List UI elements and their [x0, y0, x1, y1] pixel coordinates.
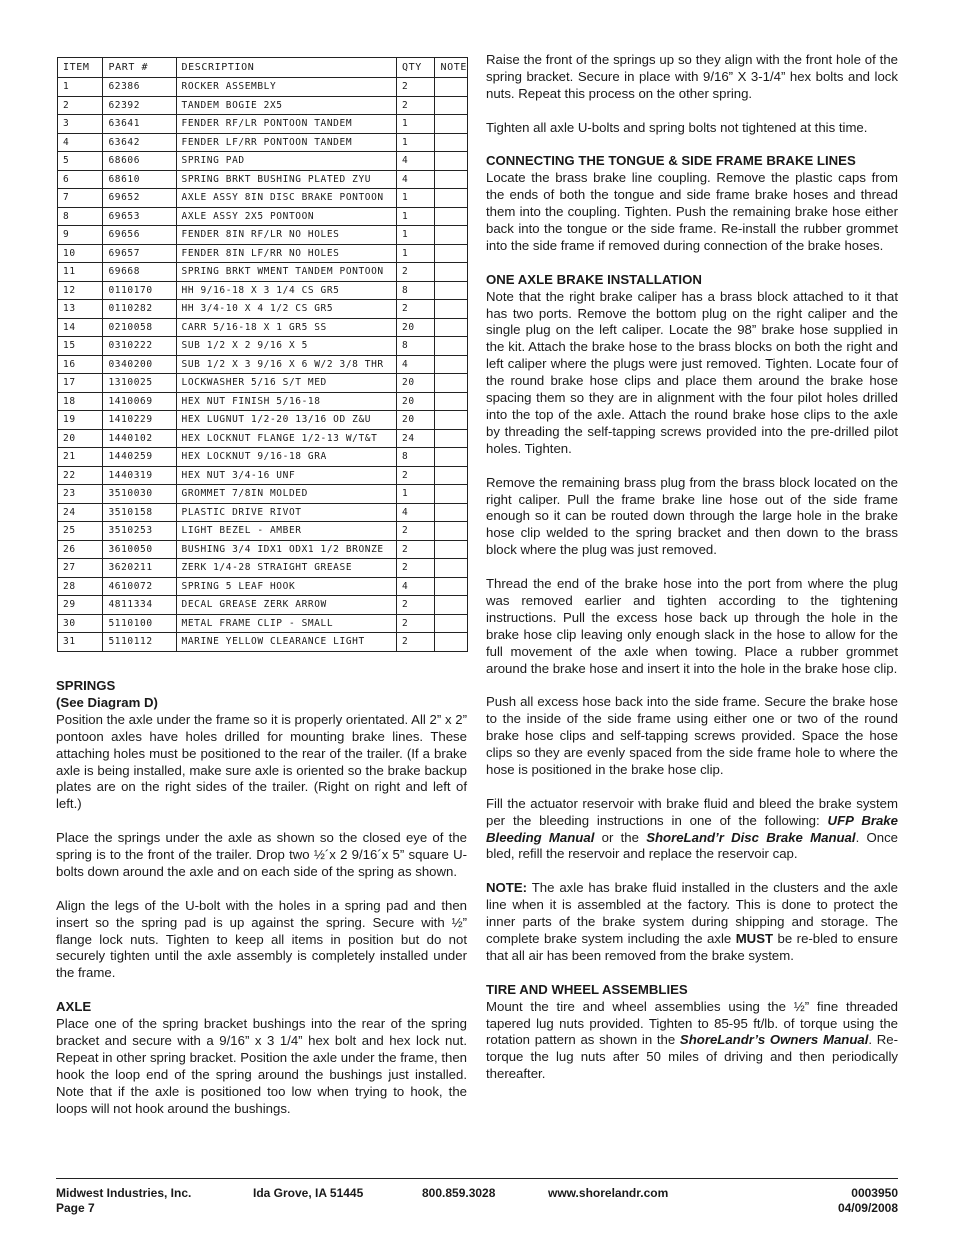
qty-cell: 20 [397, 392, 435, 411]
springs-subheading: (See Diagram D) [56, 694, 158, 710]
qty-cell: 1 [397, 133, 435, 152]
description-cell: ZERK 1/4-28 STRAIGHT GREASE [176, 559, 396, 578]
table-row [58, 244, 468, 263]
qty-cell: 2 [397, 263, 435, 282]
table-row [58, 207, 468, 226]
qty-cell: 2 [397, 300, 435, 319]
tongue-brake-lines-heading: CONNECTING THE TONGUE & SIDE FRAME BRAKE LINES [486, 153, 856, 169]
part-number-cell: 3620211 [103, 559, 176, 578]
table-row [58, 115, 468, 134]
description-cell: SPRING BRKT BUSHING PLATED ZYU [176, 170, 396, 189]
tire-text-1: Mount the tire and wheel assemblies using the ½” fine threaded tapered lug nuts provided. Tighten to 85-95 ft/lb. of torque using the rotation pattern as shown in the [486, 998, 898, 1048]
tire-wheel-paragraph [486, 999, 898, 1084]
item-cell: 1 [58, 78, 103, 97]
table-row [58, 78, 468, 97]
item-cell: 14 [58, 318, 103, 337]
qty-cell: 4 [397, 577, 435, 596]
description-cell: BUSHING 3/4 IDX1 ODX1 1/2 BRONZE [176, 540, 396, 559]
disc-brake-manual-reference: ShoreLand’r Disc Brake Manual [646, 829, 856, 845]
note-cell [435, 559, 468, 578]
qty-cell: 4 [397, 152, 435, 171]
note-cell [435, 207, 468, 226]
table-row [58, 633, 468, 652]
part-number-cell: 0340200 [103, 355, 176, 374]
qty-cell: 1 [397, 189, 435, 208]
part-number-cell: 1410229 [103, 411, 176, 430]
qty-cell: 1 [397, 207, 435, 226]
note-cell [435, 152, 468, 171]
springs-paragraph-2: Place the springs under the axle as shown so the closed eye of the spring is to the front of the trailer. Drop two ½´x 2 9/16´x 5” square U-bolts down around the axle and on each side of the spring as shown. [56, 830, 467, 879]
note-cell [435, 300, 468, 319]
qty-cell: 2 [397, 559, 435, 578]
footer-city: Ida Grove, IA 51445 [253, 1186, 364, 1200]
left-column [56, 678, 467, 1134]
fill-text-1: Fill the actuator reservoir with brake fluid and bleed the brake system per the bleeding instructions in one of the following: [486, 795, 898, 828]
footer-divider [56, 1178, 898, 1179]
note-cell [435, 374, 468, 393]
part-number-cell: 68610 [103, 170, 176, 189]
description-cell: SUB 1/2 X 3 9/16 X 6 W/2 3/8 THR [176, 355, 396, 374]
table-row [58, 559, 468, 578]
part-number-cell: 63642 [103, 133, 176, 152]
header-part-number: PART # [103, 58, 176, 78]
header-note: NOTE [435, 58, 468, 78]
tire-text-2: . Re-torque the lug nuts after 50 miles of driving and then periodically thereafter. [486, 1032, 899, 1082]
description-cell: HEX NUT FINISH 5/16-18 [176, 392, 396, 411]
axle-heading: AXLE [56, 999, 92, 1015]
raise-springs-paragraph: Raise the front of the springs up so they align with the front hole of the spring bracket. Secure in place with 9/16” X 3-1/4” hex bolts and lock nuts. Repeat this process on the other spring. [486, 52, 898, 101]
part-number-cell: 1410069 [103, 392, 176, 411]
description-cell: HEX LOCKNUT 9/16-18 GRA [176, 448, 396, 467]
item-cell: 28 [58, 577, 103, 596]
table-row [58, 577, 468, 596]
part-number-cell: 0210058 [103, 318, 176, 337]
item-cell: 29 [58, 596, 103, 615]
description-cell: LOCKWASHER 5/16 S/T MED [176, 374, 396, 393]
note-cell [435, 448, 468, 467]
description-cell: FENDER LF/RR PONTOON TANDEM [176, 133, 396, 152]
footer-doc-number: 0003950 [851, 1186, 898, 1200]
table-row [58, 374, 468, 393]
note-cell [435, 392, 468, 411]
qty-cell: 2 [397, 540, 435, 559]
part-number-cell: 5110100 [103, 614, 176, 633]
part-number-cell: 1310025 [103, 374, 176, 393]
item-cell: 25 [58, 522, 103, 541]
footer-company: Midwest Industries, Inc. [56, 1186, 192, 1200]
axle-paragraph: Place one of the spring bracket bushings into the rear of the spring bracket and secure with a 9/16” x 3 1/4” hex bolt and hex lock nut. Repeat in other spring bracket. Position the axle under the frame, then hook the loop end of the spring around the bushings just installed. Note that if the axle is positioned too low when trying to hook, the loops will not hook around the bushings. [56, 1016, 467, 1116]
item-cell: 31 [58, 633, 103, 652]
note-cell [435, 577, 468, 596]
qty-cell: 2 [397, 522, 435, 541]
table-row [58, 522, 468, 541]
qty-cell: 4 [397, 503, 435, 522]
table-row [58, 152, 468, 171]
note-cell [435, 263, 468, 282]
item-cell: 24 [58, 503, 103, 522]
part-number-cell: 0110170 [103, 281, 176, 300]
qty-cell: 20 [397, 411, 435, 430]
table-row [58, 392, 468, 411]
one-axle-brake-paragraph-4: Push all excess hose back into the side frame. Secure the brake hose to the inside of the side frame using either one or two of the round brake hose clips and self-tapping screws provided. Space the hose clips so they are evenly spaced from the side frame hole to where the hose is positioned in the brake hose clip. [486, 694, 898, 777]
part-number-cell: 5110112 [103, 633, 176, 652]
item-cell: 8 [58, 207, 103, 226]
note-cell [435, 244, 468, 263]
footer-date: 04/09/2008 [837, 1201, 898, 1215]
description-cell: DECAL GREASE ZERK ARROW [176, 596, 396, 615]
note-cell [435, 596, 468, 615]
part-number-cell: 3510253 [103, 522, 176, 541]
item-cell: 27 [58, 559, 103, 578]
item-cell: 2 [58, 96, 103, 115]
item-cell: 10 [58, 244, 103, 263]
note-cell [435, 614, 468, 633]
parts-table-body [58, 78, 468, 652]
table-row [58, 429, 468, 448]
item-cell: 26 [58, 540, 103, 559]
part-number-cell: 1440319 [103, 466, 176, 485]
qty-cell: 20 [397, 318, 435, 337]
item-cell: 15 [58, 337, 103, 356]
part-number-cell: 4811334 [103, 596, 176, 615]
note-cell [435, 337, 468, 356]
description-cell: ROCKER ASSEMBLY [176, 78, 396, 97]
note-cell [435, 355, 468, 374]
table-row [58, 281, 468, 300]
item-cell: 3 [58, 115, 103, 134]
footer-phone: 800.859.3028 [422, 1186, 496, 1200]
qty-cell: 8 [397, 448, 435, 467]
part-number-cell: 62386 [103, 78, 176, 97]
qty-cell: 8 [397, 281, 435, 300]
part-number-cell: 69657 [103, 244, 176, 263]
tire-wheel-heading: TIRE AND WHEEL ASSEMBLIES [486, 981, 688, 997]
description-cell: HEX NUT 3/4-16 UNF [176, 466, 396, 485]
description-cell: SPRING PAD [176, 152, 396, 171]
part-number-cell: 0110282 [103, 300, 176, 319]
table-row [58, 614, 468, 633]
note-cell [435, 189, 468, 208]
table-row [58, 300, 468, 319]
item-cell: 7 [58, 189, 103, 208]
part-number-cell: 3610050 [103, 540, 176, 559]
footer-website: www.shorelandr.com [548, 1186, 669, 1200]
tongue-brake-lines-paragraph: Locate the brass brake line coupling. Remove the plastic caps from the ends of both the tongue and side frame brake hoses and thread them into the coupling. Tighten. Push the remaining brake hose either back into the tongue or the side frame. Re-install the rubber grommet into the side frame if removed during connection of the brake hoses. [486, 170, 898, 253]
part-number-cell: 3510030 [103, 485, 176, 504]
qty-cell: 2 [397, 466, 435, 485]
note-cell [435, 78, 468, 97]
note-cell [435, 96, 468, 115]
table-row [58, 540, 468, 559]
qty-cell: 2 [397, 96, 435, 115]
note-cell [435, 226, 468, 245]
description-cell: SUB 1/2 X 2 9/16 X 5 [176, 337, 396, 356]
description-cell: FENDER 8IN LF/RR NO HOLES [176, 244, 396, 263]
table-row [58, 596, 468, 615]
part-number-cell: 69652 [103, 189, 176, 208]
qty-cell: 24 [397, 429, 435, 448]
one-axle-brake-heading: ONE AXLE BRAKE INSTALLATION [486, 271, 702, 287]
table-row [58, 263, 468, 282]
table-row [58, 318, 468, 337]
qty-cell: 1 [397, 485, 435, 504]
note-cell [435, 522, 468, 541]
fill-text-3: . Once bled, refill the reservoir and replace the reservoir cap. [486, 829, 898, 862]
item-cell: 5 [58, 152, 103, 171]
qty-cell: 1 [397, 115, 435, 134]
item-cell: 6 [58, 170, 103, 189]
description-cell: MARINE YELLOW CLEARANCE LIGHT [176, 633, 396, 652]
springs-paragraph-1: Position the axle under the frame so it is properly orientated. All 2” x 2” pontoon axles have holes drilled for mounting brake lines. These attaching holes must be positioned to the rear of the trailer. (If a brake axle is being installed, make sure axle is oriented so the brake backup plates are on the right sides of the trailer. (Right on right and left of left.) [56, 711, 467, 812]
qty-cell: 8 [397, 337, 435, 356]
part-number-cell: 62392 [103, 96, 176, 115]
note-cell [435, 429, 468, 448]
item-cell: 12 [58, 281, 103, 300]
qty-cell: 1 [397, 244, 435, 263]
part-number-cell: 1440259 [103, 448, 176, 467]
tighten-paragraph: Tighten all axle U-bolts and spring bolts not tightened at this time. [486, 119, 868, 135]
description-cell: METAL FRAME CLIP - SMALL [176, 614, 396, 633]
qty-cell: 2 [397, 596, 435, 615]
parts-list-table [57, 57, 468, 652]
note-cell [435, 133, 468, 152]
description-cell: AXLE ASSY 8IN DISC BRAKE PONTOON [176, 189, 396, 208]
one-axle-brake-paragraph-3: Thread the end of the brake hose into the port from where the plug was removed earlier and tighten according to the tightening instructions. Pull the excess hose back up through the hole in the brake hose clip leaving only enough slack in the hose to allow for the full movement of the axle when towing. Place a rubber grommet around the brake hose and insert it into the hole in the brake hose clip. [486, 576, 898, 676]
item-cell: 4 [58, 133, 103, 152]
item-cell: 17 [58, 374, 103, 393]
item-cell: 9 [58, 226, 103, 245]
item-cell: 21 [58, 448, 103, 467]
note-cell [435, 485, 468, 504]
note-paragraph [486, 880, 898, 965]
description-cell: PLASTIC DRIVE RIVOT [176, 503, 396, 522]
note-must: MUST [735, 931, 774, 946]
table-row [58, 503, 468, 522]
part-number-cell: 68606 [103, 152, 176, 171]
description-cell: HH 9/16-18 X 3 1/4 CS GR5 [176, 281, 396, 300]
description-cell: AXLE ASSY 2X5 PONTOON [176, 207, 396, 226]
qty-cell: 20 [397, 374, 435, 393]
item-cell: 20 [58, 429, 103, 448]
item-cell: 16 [58, 355, 103, 374]
part-number-cell: 3510158 [103, 503, 176, 522]
table-row [58, 337, 468, 356]
note-text-2: be re-bled to ensure that all air has been removed from the brake system. [486, 931, 898, 963]
description-cell: HH 3/4-10 X 4 1/2 CS GR5 [176, 300, 396, 319]
item-cell: 22 [58, 466, 103, 485]
note-label: NOTE: [486, 880, 528, 896]
part-number-cell: 0310222 [103, 337, 176, 356]
part-number-cell: 69653 [103, 207, 176, 226]
part-number-cell: 1440102 [103, 429, 176, 448]
qty-cell: 1 [397, 226, 435, 245]
note-cell [435, 170, 468, 189]
note-cell [435, 115, 468, 134]
item-cell: 23 [58, 485, 103, 504]
note-cell [435, 466, 468, 485]
part-number-cell: 69668 [103, 263, 176, 282]
note-cell [435, 318, 468, 337]
note-text-1: The axle has brake fluid installed in the clusters and the axle line when it is assembled at the factory. This is done to protect the inner parts of the brake system during shipping and storage. The complete brake system including the axle [486, 880, 898, 946]
table-row [58, 133, 468, 152]
description-cell: LIGHT BEZEL - AMBER [176, 522, 396, 541]
description-cell: TANDEM BOGIE 2X5 [176, 96, 396, 115]
table-row [58, 189, 468, 208]
qty-cell: 4 [397, 170, 435, 189]
qty-cell: 2 [397, 614, 435, 633]
table-row [58, 355, 468, 374]
note-cell [435, 633, 468, 652]
table-row [58, 485, 468, 504]
fill-reservoir-paragraph [486, 796, 898, 864]
owners-manual-reference: ShoreLandr’s Owners Manual [679, 1032, 869, 1048]
one-axle-brake-paragraph-2: Remove the remaining brass plug from the brass block located on the right caliper. Pull the frame brake line hose out of the side frame enough so it can be routed down through the large hole in the brake hose clip welded to the spring bracket and then down to the brass block where the plug was just removed. [486, 474, 898, 558]
item-cell: 13 [58, 300, 103, 319]
note-cell [435, 411, 468, 430]
part-number-cell: 69656 [103, 226, 176, 245]
item-cell: 18 [58, 392, 103, 411]
header-item: ITEM [58, 58, 103, 78]
table-row [58, 411, 468, 430]
ufp-manual-reference: UFP Brake Bleeding Manual [486, 812, 898, 845]
table-row [58, 226, 468, 245]
table-header-row [58, 58, 468, 78]
description-cell: SPRING 5 LEAF HOOK [176, 577, 396, 596]
part-number-cell: 63641 [103, 115, 176, 134]
springs-heading: SPRINGS [56, 678, 116, 693]
fill-text-2: or the [594, 829, 647, 845]
part-number-cell: 4610072 [103, 577, 176, 596]
note-cell [435, 281, 468, 300]
table-row [58, 466, 468, 485]
description-cell: FENDER 8IN RF/LR NO HOLES [176, 226, 396, 245]
description-cell: CARR 5/16-18 X 1 GR5 SS [176, 318, 396, 337]
table-row [58, 170, 468, 189]
description-cell: FENDER RF/LR PONTOON TANDEM [176, 115, 396, 134]
footer-page-number: Page 7 [56, 1201, 95, 1215]
note-cell [435, 540, 468, 559]
description-cell: SPRING BRKT WMENT TANDEM PONTOON [176, 263, 396, 282]
one-axle-brake-paragraph-1: Note that the right brake caliper has a brass block attached to it that has two ports. Remove the bottom plug on the right caliper and the single plug on the left caliper. Locate the 98” brake hose supplied in the kit. Attach the brake hose to the brass blocks on both the right and left caliper where the plugs were just removed. Tighten. Locate four of the round brake hose clips and place them around the brake hose spacing them so they are in alignment with the four pilot holes drilled into the top of the axle. Attach the round brake hose clips to the axle by threading the self-tapping screws provided into the pre-drilled pilot holes. Tighten. [486, 288, 898, 456]
item-cell: 11 [58, 263, 103, 282]
item-cell: 30 [58, 614, 103, 633]
header-description: DESCRIPTION [176, 58, 396, 78]
note-cell [435, 503, 468, 522]
description-cell: HEX LOCKNUT FLANGE 1/2-13 W/T&T [176, 429, 396, 448]
qty-cell: 2 [397, 78, 435, 97]
table-row [58, 96, 468, 115]
qty-cell: 2 [397, 633, 435, 652]
right-column [486, 52, 898, 1100]
description-cell: HEX LUGNUT 1/2-20 13/16 OD Z&U [176, 411, 396, 430]
header-qty: QTY [397, 58, 435, 78]
springs-paragraph-3: Align the legs of the U-bolt with the holes in a spring pad and then insert so the spring pad is up against the spring. Secure with ½” flange lock nuts. Tighten to keep all items in position but do not securely tighten until the axle assembly is completely installed under the frame. [56, 897, 467, 981]
table-row [58, 448, 468, 467]
qty-cell: 4 [397, 355, 435, 374]
item-cell: 19 [58, 411, 103, 430]
description-cell: GROMMET 7/8IN MOLDED [176, 485, 396, 504]
